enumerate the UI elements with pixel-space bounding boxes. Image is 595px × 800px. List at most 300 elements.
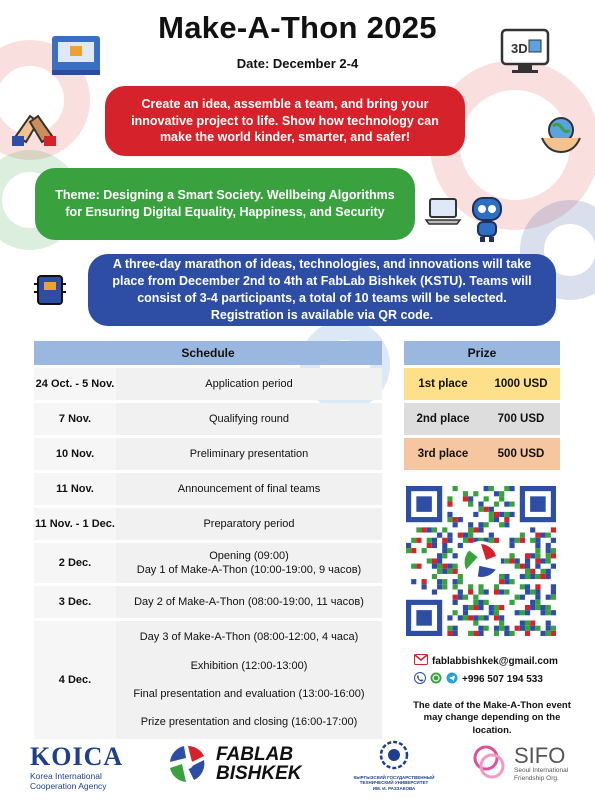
qr-module (546, 626, 551, 631)
qr-module (499, 589, 504, 594)
qr-module (520, 533, 525, 538)
qr-module (504, 522, 509, 527)
qr-module (447, 538, 452, 543)
prize-place: 1st place (404, 368, 482, 400)
qr-module (453, 631, 458, 636)
qr-module (463, 595, 468, 600)
prize-amount: 700 USD (482, 403, 560, 435)
prize-table (404, 338, 560, 473)
qr-module (494, 631, 499, 636)
qr-module (468, 538, 473, 543)
qr-module (447, 631, 452, 636)
qr-module (484, 507, 489, 512)
qr-module (515, 626, 520, 631)
sifo-mark-icon (470, 742, 510, 786)
qr-finder (530, 496, 546, 512)
table-row (34, 543, 382, 583)
qr-module (463, 533, 468, 538)
qr-module (499, 512, 504, 517)
contact-phone[interactable]: +996 507 194 533 (462, 673, 543, 685)
qr-module (447, 548, 452, 553)
qr-module (551, 527, 556, 532)
qr-module (468, 496, 473, 501)
qr-module (442, 527, 447, 532)
qr-module (427, 558, 432, 563)
screen-3d-icon (498, 26, 552, 76)
qr-module (546, 543, 551, 548)
qr-module (437, 533, 442, 538)
qr-module (520, 626, 525, 631)
qr-module (546, 553, 551, 558)
qr-module (546, 533, 551, 538)
prize-place: 2nd place (404, 403, 482, 435)
table-row (404, 438, 560, 470)
qr-module (453, 584, 458, 589)
qr-module (453, 579, 458, 584)
qr-module (468, 605, 473, 610)
qr-module (489, 486, 494, 491)
qr-module (525, 605, 530, 610)
qr-module (535, 600, 540, 605)
qr-module (458, 615, 463, 620)
qr-module (499, 620, 504, 625)
qr-module (473, 595, 478, 600)
table-row (34, 508, 382, 540)
qr-module (422, 584, 427, 589)
qr-module (520, 595, 525, 600)
qr-module (411, 564, 416, 569)
qr-module (530, 626, 535, 631)
schedule-date: 2 Dec. (34, 543, 116, 583)
koica-logo (30, 742, 123, 792)
qr-module (530, 600, 535, 605)
qr-module (504, 517, 509, 522)
schedule-event: Announcement of final teams (116, 473, 382, 505)
qr-module (504, 589, 509, 594)
qr-module (473, 620, 478, 625)
qr-module (525, 569, 530, 574)
qr-module (468, 631, 473, 636)
qr-module (447, 615, 452, 620)
qr-module (520, 584, 525, 589)
fablab-mark-icon (166, 742, 210, 786)
qr-module (406, 543, 411, 548)
qr-module (458, 517, 463, 522)
qr-module (540, 533, 545, 538)
qr-module (489, 507, 494, 512)
qr-module (509, 553, 514, 558)
schedule-event-line: Final presentation and evaluation (13:00-16:00) (133, 688, 365, 700)
qr-module (463, 605, 468, 610)
qr-module (478, 522, 483, 527)
schedule-date: 11 Nov. - 1 Dec. (34, 508, 116, 540)
qr-module (473, 512, 478, 517)
qr-module (504, 486, 509, 491)
qr-finder (416, 496, 432, 512)
qr-module (546, 569, 551, 574)
qr-module (442, 548, 447, 553)
qr-module (525, 589, 530, 594)
qr-module (447, 564, 452, 569)
prize-amount: 1000 USD (482, 368, 560, 400)
qr-module (489, 610, 494, 615)
qr-module (447, 569, 452, 574)
qr-module (551, 595, 556, 600)
sifo-subtitle: Seoul International (514, 767, 569, 775)
qr-module (484, 589, 489, 594)
qr-module (520, 564, 525, 569)
qr-module (494, 615, 499, 620)
qr-module (437, 584, 442, 589)
qr-module (551, 538, 556, 543)
qr-module (453, 522, 458, 527)
qr-module (463, 496, 468, 501)
qr-module (411, 538, 416, 543)
schedule-header: Schedule (34, 341, 382, 365)
qr-module (478, 527, 483, 532)
qr-module (437, 564, 442, 569)
contacts (414, 652, 574, 688)
schedule-event: Qualifying round (116, 403, 382, 435)
qr-module (442, 538, 447, 543)
qr-module (458, 589, 463, 594)
qr-module (525, 584, 530, 589)
qr-module (546, 595, 551, 600)
qr-module (509, 486, 514, 491)
qr-module (489, 512, 494, 517)
schedule-event: Preliminary presentation (116, 438, 382, 470)
schedule-event (116, 543, 382, 583)
table-row (34, 473, 382, 505)
qr-module (525, 631, 530, 636)
qr-module (463, 491, 468, 496)
qr-module (453, 595, 458, 600)
qr-module (416, 538, 421, 543)
qr-module (478, 631, 483, 636)
qr-module (546, 558, 551, 563)
qr-module (478, 507, 483, 512)
qr-module (535, 584, 540, 589)
qr-module (422, 548, 427, 553)
qr-module (509, 502, 514, 507)
qr-module (551, 584, 556, 589)
qr-module (453, 517, 458, 522)
fablab-wordmark: BISHKEK (216, 763, 302, 784)
qr-module (489, 517, 494, 522)
qr-finder (416, 610, 432, 626)
qr-module (478, 626, 483, 631)
schedule-event: Application period (116, 368, 382, 400)
qr-module (499, 615, 504, 620)
schedule-event (116, 621, 382, 739)
qr-module (478, 615, 483, 620)
qr-module (535, 564, 540, 569)
qr-module (525, 610, 530, 615)
qr-module (447, 496, 452, 501)
qr-module (406, 548, 411, 553)
qr-module (499, 626, 504, 631)
qr-module (509, 558, 514, 563)
qr-module (535, 533, 540, 538)
robot-icon (466, 192, 508, 244)
qr-module (478, 605, 483, 610)
qr-module (463, 538, 468, 543)
qr-module (540, 610, 545, 615)
table-row (34, 368, 382, 400)
qr-module (453, 486, 458, 491)
qr-module (432, 527, 437, 532)
qr-module (540, 574, 545, 579)
qr-module (437, 558, 442, 563)
qr-module (468, 615, 473, 620)
qr-module (540, 569, 545, 574)
qr-module (546, 610, 551, 615)
kstu-text: ИМ. И. РАЗЗАКОВА (372, 785, 416, 791)
intro-box: Create an idea, assemble a team, and bring your innovative project to life. Show how technology can make the world kinder, smarter, and safer! (105, 86, 465, 156)
schedule-event-line: Day 1 of Make-A-Thon (10:00-19:00, 9 часов) (136, 564, 362, 576)
qr-module (546, 620, 551, 625)
date-change-note: The date of the Make-A-Thon event may change depending on the location. (413, 700, 571, 736)
qr-module (546, 548, 551, 553)
qr-module (530, 527, 535, 532)
qr-module (520, 538, 525, 543)
qr-module (551, 631, 556, 636)
qr-module (478, 502, 483, 507)
qr-module (525, 574, 530, 579)
schedule-event: Day 2 of Make-A-Thon (08:00-19:00, 11 часов) (116, 586, 382, 618)
table-row (404, 403, 560, 435)
qr-module (530, 605, 535, 610)
qr-module (478, 584, 483, 589)
qr-module (442, 553, 447, 558)
theme-box: Theme: Designing a Smart Society. Wellbeing Algorithms for Ensuring Digital Equality, Happiness, and Security (35, 168, 415, 240)
qr-module (515, 595, 520, 600)
qr-module (540, 631, 545, 636)
qr-module (535, 574, 540, 579)
qr-module (473, 527, 478, 532)
qr-module (489, 538, 494, 543)
qr-module (535, 589, 540, 594)
sifo-subtitle: Friendship Org. (514, 775, 559, 782)
qr-module (504, 631, 509, 636)
qr-module (504, 574, 509, 579)
qr-module (509, 631, 514, 636)
qr-module (499, 491, 504, 496)
qr-module (422, 527, 427, 532)
event-date: Date: December 2-4 (236, 56, 359, 71)
qr-module (447, 517, 452, 522)
qr-module (509, 543, 514, 548)
qr-module (484, 496, 489, 501)
globe-hands-icon (538, 112, 584, 158)
qr-module (499, 522, 504, 527)
qr-module (551, 626, 556, 631)
schedule-date: 24 Oct. - 5 Nov. (34, 368, 116, 400)
kstu-text: КЫРГЫЗСКИЙ ГОСУДАРСТВЕННЫЙ (353, 775, 435, 780)
qr-module (551, 589, 556, 594)
qr-module (437, 569, 442, 574)
description-box: A three-day marathon of ideas, technologies, and innovations will take place from December 2nd to 4th at FabLab Bishkek (KSTU). Teams will consist of 3-4 participants, a total of 10 teams will be selected. Registration is available via QR code. (88, 254, 556, 326)
qr-module (473, 605, 478, 610)
prize-header: Prize (404, 341, 560, 365)
koica-subtitle: Korea International (30, 771, 102, 781)
qr-module (525, 564, 530, 569)
qr-module (432, 574, 437, 579)
qr-module (458, 574, 463, 579)
qr-module (509, 512, 514, 517)
prize-amount: 500 USD (482, 438, 560, 470)
printer-3d-icon (48, 30, 104, 78)
qr-module (432, 538, 437, 543)
fablab-logo (166, 742, 302, 786)
qr-module (535, 548, 540, 553)
schedule-event-line: Prize presentation and closing (16:00-17:00) (140, 716, 358, 729)
chip-icon (30, 270, 70, 310)
schedule-date: 7 Nov. (34, 403, 116, 435)
fablab-wordmark: FABLAB (216, 744, 294, 765)
qr-module (422, 579, 427, 584)
schedule-date: 11 Nov. (34, 473, 116, 505)
qr-module (530, 620, 535, 625)
qr-module (453, 626, 458, 631)
qr-module (520, 620, 525, 625)
qr-module (504, 512, 509, 517)
table-row (404, 368, 560, 400)
qr-module (473, 631, 478, 636)
qr-module (551, 548, 556, 553)
prize-place: 3rd place (404, 438, 482, 470)
qr-module (535, 626, 540, 631)
table-row (34, 586, 382, 618)
qr-module (463, 615, 468, 620)
koica-subtitle: Cooperation Agency (30, 780, 107, 791)
qr-module (499, 579, 504, 584)
qr-module (525, 626, 530, 631)
table-row (34, 438, 382, 470)
qr-module (453, 553, 458, 558)
qr-module (468, 527, 473, 532)
contact-email[interactable]: fablabbishkek@gmail.com (432, 655, 558, 667)
qr-module (520, 574, 525, 579)
qr-module (546, 631, 551, 636)
laptop-icon (424, 196, 462, 226)
qr-module (525, 620, 530, 625)
qr-module (427, 543, 432, 548)
qr-module (530, 574, 535, 579)
qr-module (442, 543, 447, 548)
qr-module (494, 512, 499, 517)
qr-module (447, 502, 452, 507)
qr-module (494, 502, 499, 507)
kstu-text: ТЕХНИЧЕСКИЙ УНИВЕРСИТЕТ (359, 780, 429, 786)
qr-module (494, 589, 499, 594)
qr-module (478, 589, 483, 594)
qr-module (478, 600, 483, 605)
qr-module (442, 584, 447, 589)
qr-module (484, 486, 489, 491)
qr-module (504, 626, 509, 631)
qr-module (546, 605, 551, 610)
qr-module (484, 600, 489, 605)
qr-module (494, 491, 499, 496)
qr-module (432, 564, 437, 569)
table-row (34, 621, 382, 739)
registration-qr-code[interactable] (406, 486, 556, 636)
schedule-date: 4 Dec. (34, 621, 116, 739)
qr-module (499, 496, 504, 501)
qr-module (437, 579, 442, 584)
qr-module (453, 569, 458, 574)
qr-module (473, 600, 478, 605)
qr-module (530, 589, 535, 594)
qr-module (468, 502, 473, 507)
qr-module (484, 626, 489, 631)
phone-icon (414, 672, 426, 687)
qr-module (411, 548, 416, 553)
qr-module (499, 605, 504, 610)
qr-module (494, 610, 499, 615)
qr-module (447, 626, 452, 631)
table-row (34, 403, 382, 435)
qr-module (535, 558, 540, 563)
schedule-event: Preparatory period (116, 508, 382, 540)
qr-module (473, 491, 478, 496)
qr-module (494, 605, 499, 610)
qr-module (540, 558, 545, 563)
qr-module (515, 564, 520, 569)
sifo-wordmark: SIFO (514, 743, 566, 769)
hands-icon (10, 102, 58, 150)
qr-module (540, 605, 545, 610)
schedule-event-line: Opening (09:00) (209, 549, 289, 562)
qr-module (411, 579, 416, 584)
sifo-logo (470, 742, 568, 786)
qr-module (468, 584, 473, 589)
qr-module (494, 538, 499, 543)
qr-module (504, 502, 509, 507)
qr-module (468, 533, 473, 538)
koica-wordmark: KOICA (30, 742, 124, 771)
qr-module (530, 569, 535, 574)
qr-module (551, 564, 556, 569)
qr-module (442, 579, 447, 584)
qr-module (432, 589, 437, 594)
kstu-emblem-icon (379, 740, 409, 770)
telegram-icon (446, 672, 458, 687)
qr-module (525, 553, 530, 558)
qr-module (453, 564, 458, 569)
qr-module (509, 579, 514, 584)
qr-module (453, 610, 458, 615)
qr-module (468, 589, 473, 594)
qr-module (489, 533, 494, 538)
qr-module (535, 553, 540, 558)
qr-module (484, 615, 489, 620)
qr-module (509, 538, 514, 543)
schedule-event-line: Day 3 of Make-A-Thon (08:00-12:00, 4 часа) (139, 631, 359, 644)
schedule-date: 10 Nov. (34, 438, 116, 470)
qr-module (535, 538, 540, 543)
qr-module (504, 579, 509, 584)
qr-module (427, 527, 432, 532)
qr-module (494, 517, 499, 522)
qr-module (437, 553, 442, 558)
qr-module (463, 610, 468, 615)
qr-module (504, 558, 509, 563)
qr-module (535, 605, 540, 610)
qr-module (535, 595, 540, 600)
qr-module (515, 538, 520, 543)
